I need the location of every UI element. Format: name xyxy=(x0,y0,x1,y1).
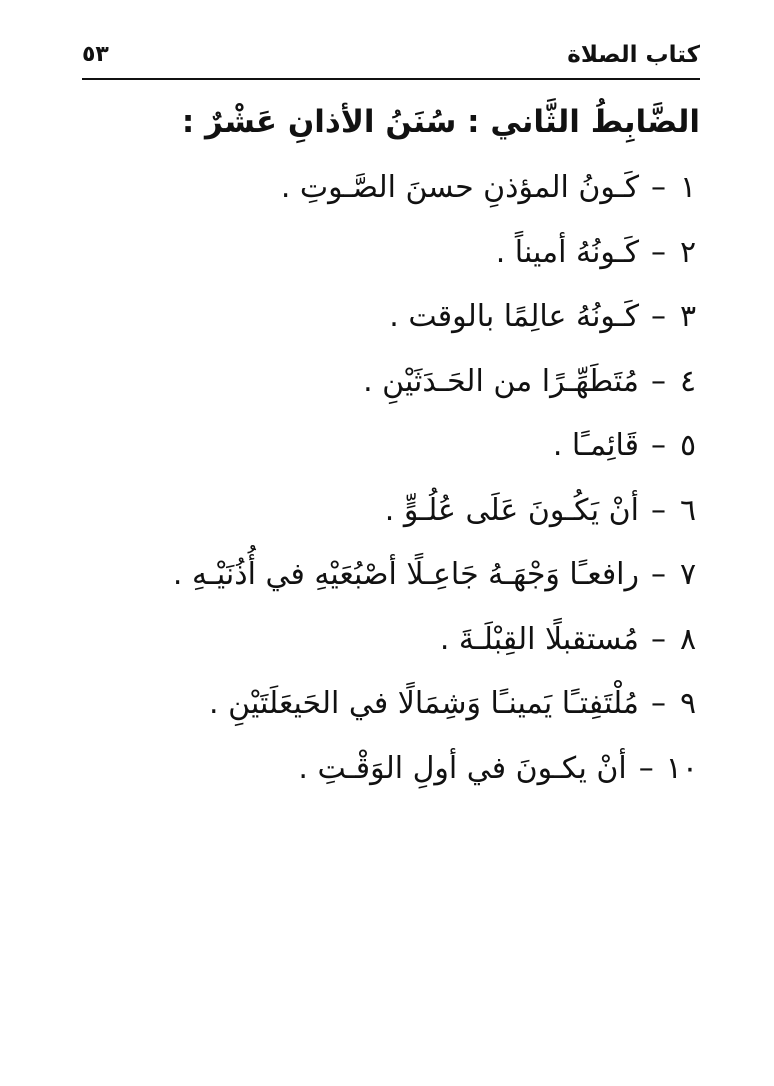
item-dash: – xyxy=(651,363,666,399)
running-header xyxy=(82,38,700,80)
list-item xyxy=(173,614,698,679)
item-dash: – xyxy=(638,750,654,786)
list-item xyxy=(173,227,698,292)
item-text: مُلْتَفِتـًا يَمينـًا وَشِمَالًا في الحَيعَلَتَيْنِ . xyxy=(209,686,639,721)
item-dash: – xyxy=(651,428,666,463)
section-heading: الضَّابِطُ الثَّاني : سُنَنُ الأذانِ عَشْرٌ : xyxy=(181,104,700,140)
item-dash: – xyxy=(651,234,666,270)
item-number: ٤ xyxy=(679,363,697,399)
list-item xyxy=(173,162,698,227)
item-text: كَـونُهُ أميناً . xyxy=(495,234,639,270)
item-number: ٨ xyxy=(679,621,697,657)
item-text: أنْ يَكُـونَ عَلَى عُلُـوٍّ . xyxy=(384,492,639,528)
item-number: ٣ xyxy=(679,299,697,334)
item-number: ٥ xyxy=(679,428,697,463)
item-dash: – xyxy=(651,170,666,205)
list-item xyxy=(173,291,698,356)
item-text: مُستقبلًا القِبْلَـةَ . xyxy=(439,621,639,657)
list-item xyxy=(173,743,698,808)
item-number: ١ xyxy=(679,170,697,205)
item-dash: – xyxy=(651,557,666,592)
item-text: كَـونُهُ عالِمًا بالوقت . xyxy=(389,299,639,334)
list-item xyxy=(173,485,698,550)
list-item xyxy=(173,678,698,743)
item-number: ٦ xyxy=(679,492,697,528)
item-number: ١٠ xyxy=(665,750,698,786)
list-item xyxy=(173,356,698,421)
item-number: ٩ xyxy=(679,686,697,721)
item-text: مُتَطَهِّـرًا من الحَـدَثَيْنِ . xyxy=(363,363,639,399)
item-dash: – xyxy=(651,492,666,528)
page-number: ٥٣ xyxy=(82,42,109,67)
book-title: كتاب الصلاة xyxy=(567,42,700,68)
item-number: ٧ xyxy=(679,557,697,592)
sunan-list xyxy=(173,162,698,807)
list-item xyxy=(173,549,698,614)
item-text: أنْ يكـونَ في أولِ الوَقْـتِ . xyxy=(298,750,627,786)
item-number: ٢ xyxy=(679,234,697,270)
item-text: قَائِمـًا . xyxy=(552,428,639,463)
item-dash: – xyxy=(651,686,666,721)
list-item xyxy=(173,420,698,485)
item-text: رافعـًا وَجْهَـهُ جَاعِـلًا أصْبُعَيْهِ في أُذُنَيْـهِ . xyxy=(172,557,639,592)
item-text: كَـونُ المؤذنِ حسنَ الصَّـوتِ . xyxy=(280,170,639,205)
item-dash: – xyxy=(651,299,666,334)
item-dash: – xyxy=(651,621,666,657)
